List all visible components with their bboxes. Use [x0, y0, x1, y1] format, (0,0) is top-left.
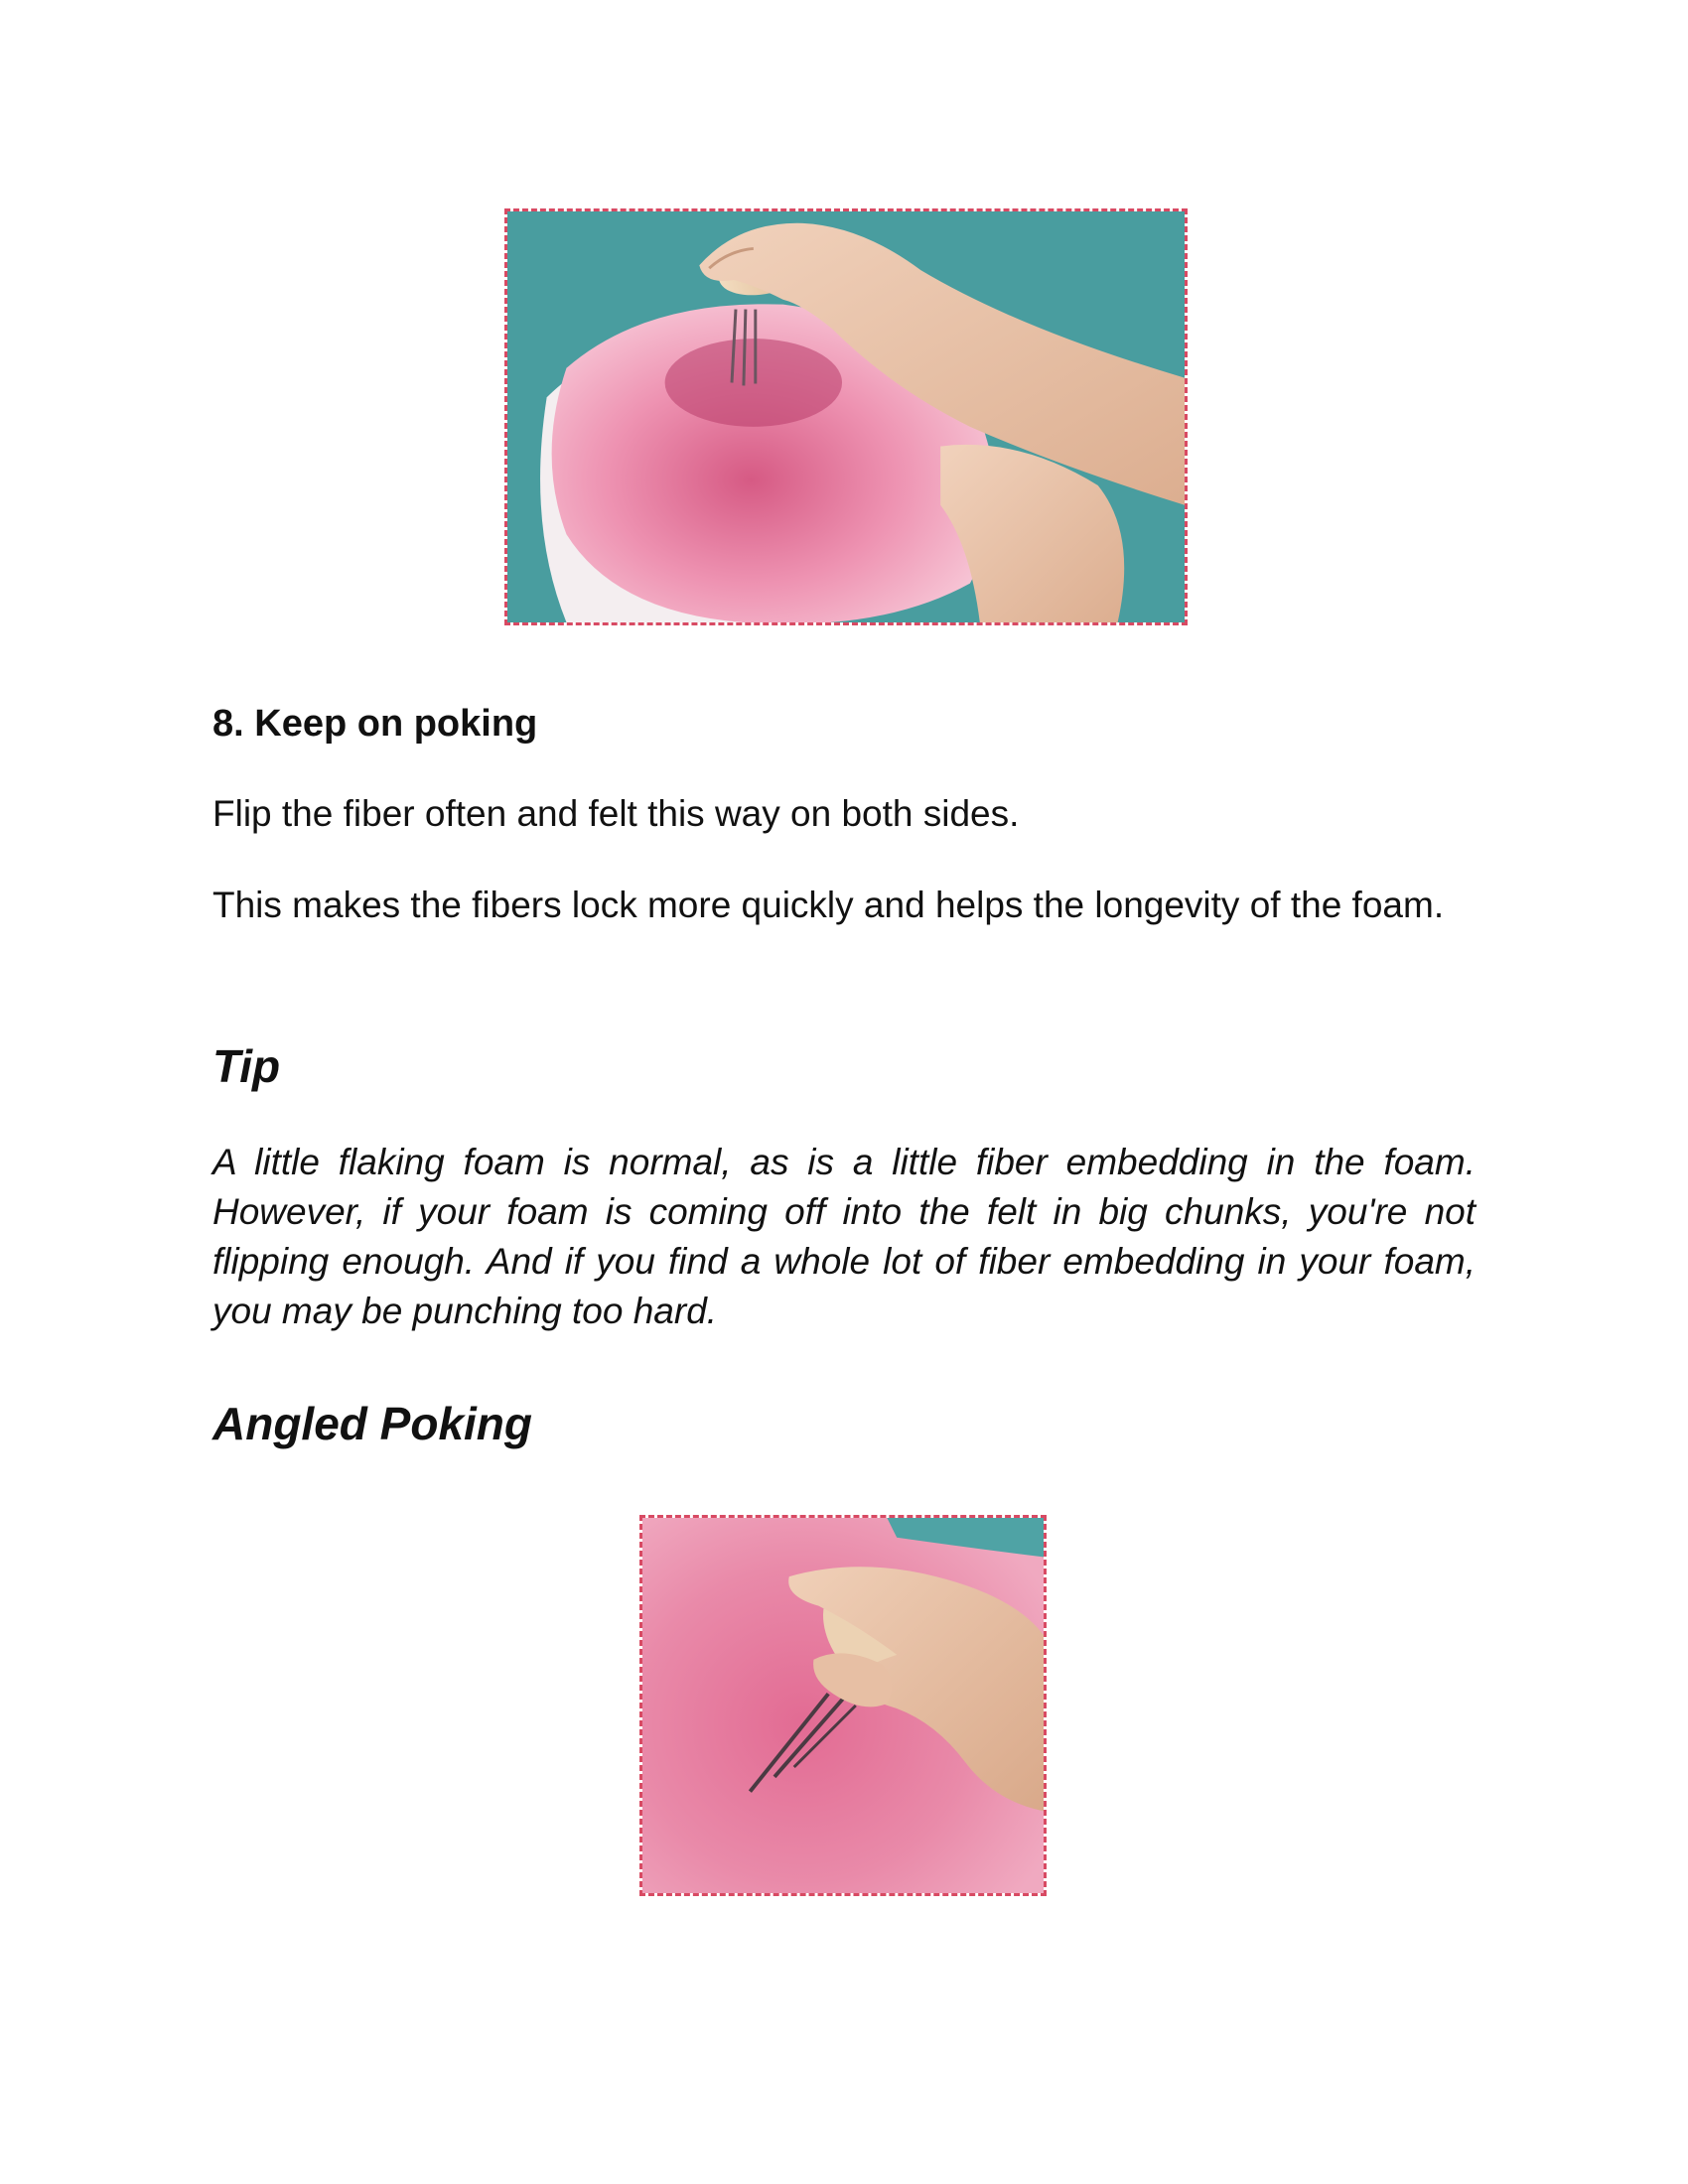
tip-text: A little flaking foam is normal, as is a little fiber embedding in the foam. However, if your foam is coming off into the felt in big chunks, you're not flipping enough. And if you find a whole lot of fiber embedding in your foam, you may be punching too hard.: [212, 1142, 1476, 1331]
photo-angled-poking: [639, 1515, 1047, 1896]
photo-felting-tool-top: [504, 208, 1188, 625]
angled-poking-illustration: [642, 1518, 1044, 1893]
section-heading-angled-poking: Angled Poking: [212, 1398, 532, 1449]
paragraph-flip-fiber: Flip the fiber often and felt this way on both sides.: [212, 793, 1020, 834]
step-heading: 8. Keep on poking: [212, 703, 538, 745]
felting-photo-illustration: [507, 211, 1185, 622]
tip-heading: Tip: [212, 1040, 281, 1092]
paragraph-fibers-lock: This makes the fibers lock more quickly and helps the longevity of the foam.: [212, 885, 1445, 925]
